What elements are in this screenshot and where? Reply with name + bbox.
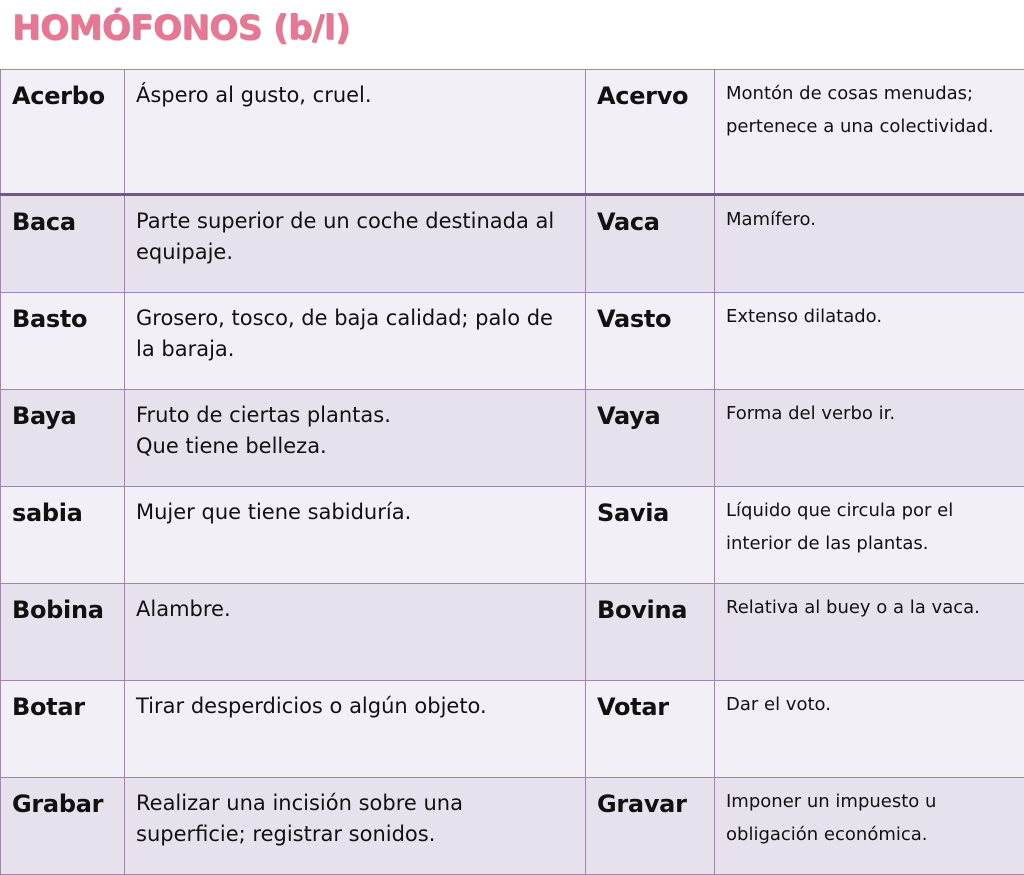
v-word-cell: Savia [586, 487, 715, 584]
b-word-cell: Basto [1, 293, 125, 390]
table-row [1, 70, 1024, 195]
b-word-cell: Acerbo [1, 70, 125, 195]
b-definition-cell: Mujer que tiene sabiduría. [125, 487, 586, 584]
v-definition-cell: Líquido que circula por el interior de las plantas. [715, 487, 1024, 584]
b-word-cell: Grabar [1, 778, 125, 875]
b-word-cell: Baca [1, 195, 125, 293]
table-row [1, 584, 1024, 681]
table-row [1, 778, 1024, 875]
b-word-cell: Botar [1, 681, 125, 778]
b-word-cell: sabia [1, 487, 125, 584]
v-word-cell: Votar [586, 681, 715, 778]
table-row [1, 293, 1024, 390]
v-word-cell: Bovina [586, 584, 715, 681]
b-word-cell: Baya [1, 390, 125, 487]
v-word-cell: Vaya [586, 390, 715, 487]
b-definition-cell [125, 390, 586, 487]
v-definition-cell: Dar el voto. [715, 681, 1024, 778]
v-definition-cell: Mamífero. [715, 195, 1024, 293]
b-definition-cell: Grosero, tosco, de baja calidad; palo de la baraja. [125, 293, 586, 390]
v-definition-cell: Extenso dilatado. [715, 293, 1024, 390]
v-definition-cell: Relativa al buey o a la vaca. [715, 584, 1024, 681]
b-definition-cell: Alambre. [125, 584, 586, 681]
b-definition-cell: Áspero al gusto, cruel. [125, 70, 586, 195]
v-word-cell: Acervo [586, 70, 715, 195]
b-word-cell: Bobina [1, 584, 125, 681]
v-definition-cell: Imponer un impuesto u obligación económica. [715, 778, 1024, 875]
table-row [1, 487, 1024, 584]
table-row [1, 681, 1024, 778]
v-word-cell: Vaca [586, 195, 715, 293]
table-row [1, 195, 1024, 293]
v-word-cell: Vasto [586, 293, 715, 390]
homophones-table [0, 69, 1024, 875]
b-definition-cell: Tirar desperdicios o algún objeto. [125, 681, 586, 778]
page-title: HOMÓFONOS (b/l) [12, 8, 350, 48]
b-definition-line-2: Que tiene belleza. [136, 431, 577, 462]
v-word-cell: Gravar [586, 778, 715, 875]
b-definition-cell: Realizar una incisión sobre una superficie; registrar sonidos. [125, 778, 586, 875]
v-definition-cell: Forma del verbo ir. [715, 390, 1024, 487]
b-definition-cell: Parte superior de un coche destinada al equipaje. [125, 195, 586, 293]
b-definition-line-1: Fruto de ciertas plantas. [136, 400, 577, 431]
table-row [1, 390, 1024, 487]
v-definition-cell: Montón de cosas menudas; pertenece a una colectividad. [715, 70, 1024, 195]
